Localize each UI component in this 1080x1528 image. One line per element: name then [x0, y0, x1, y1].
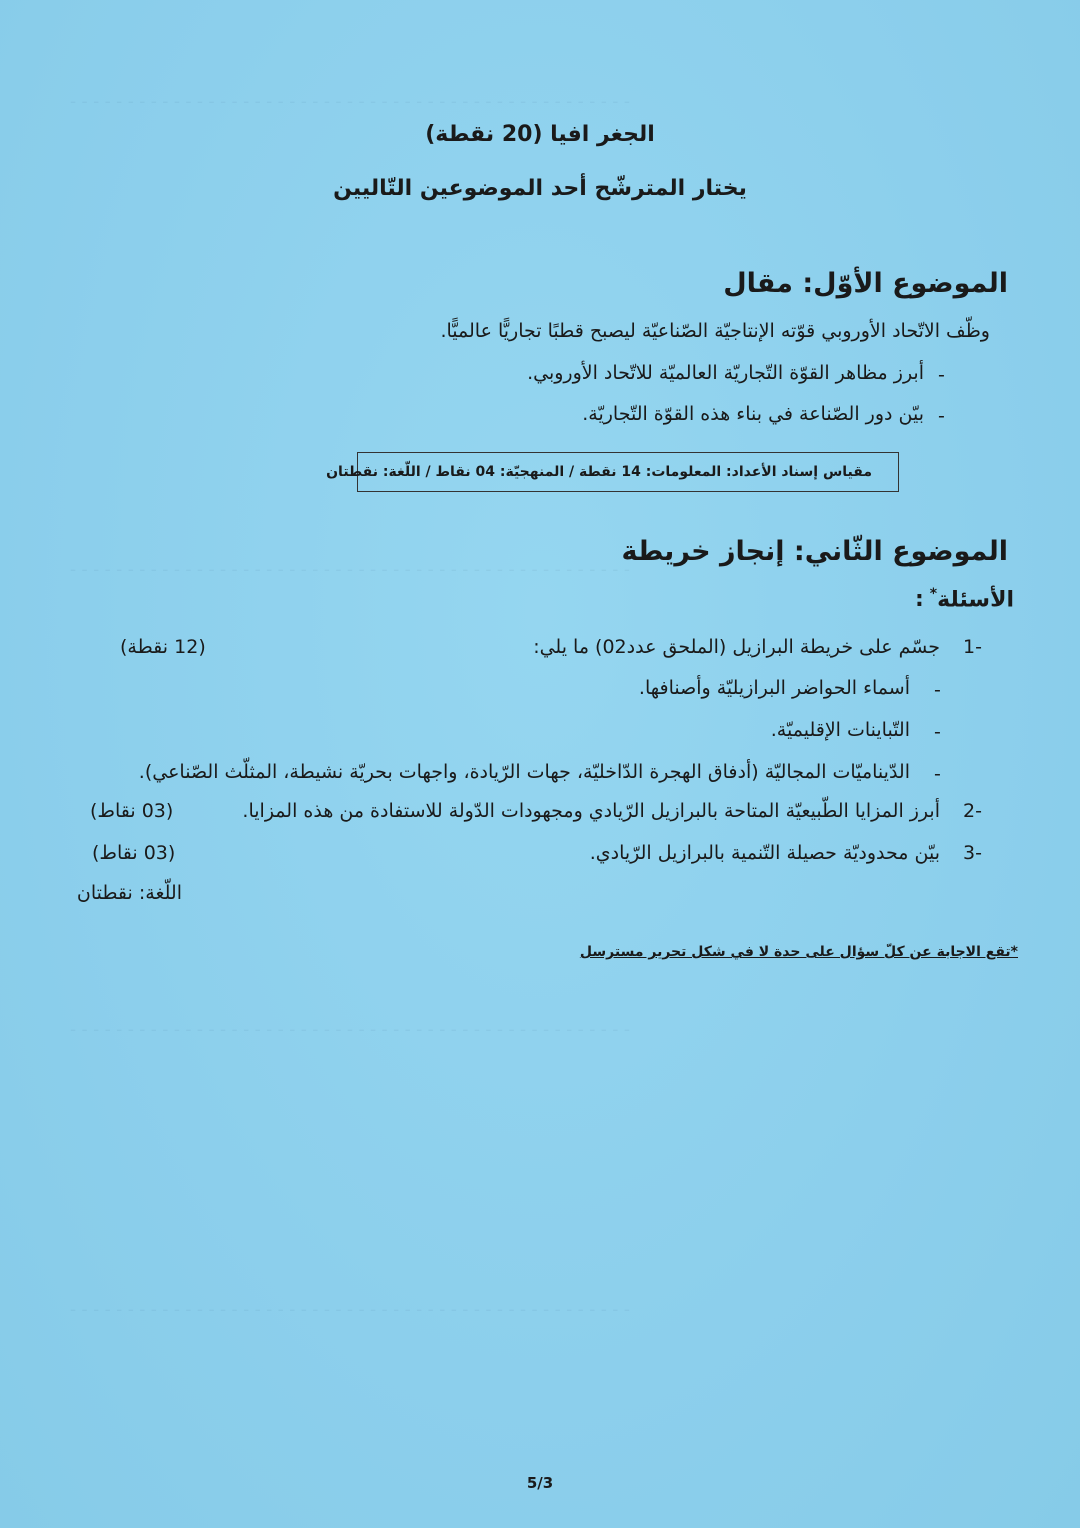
list-dash: - [934, 679, 941, 701]
questions-label [915, 586, 1014, 612]
q1-number: -1 [963, 636, 982, 658]
q3-points: (03 نقاط) [92, 842, 176, 864]
q1-sub-item-3: الدّيناميّات المجاليّة (أدفاق الهجرة الدّاخليّة، جهات الرّيادة، واجهات بحريّة نشيطة، المثلّث الصّناعي). [138, 761, 910, 783]
q1-text: جسّم على خريطة البرازيل (الملحق عدد02) ما يلي: [533, 636, 940, 658]
q2-text: أبرز المزايا الطّبيعيّة المتاحة بالبرازيل الرّيادي ومجهودات الدّولة للاستفادة من هذه المزايا. [242, 800, 940, 822]
list-dash: - [938, 364, 945, 386]
q3-text: بيّن محدوديّة حصيلة التّنمية بالبرازيل الرّيادي. [589, 842, 940, 864]
list-dash: - [934, 721, 941, 743]
bleed-through-text: - - - - - - - - - - - - - - - - - - - - - - - - - - - - - - - - - - - - - - - - - - - - - - - - - [70, 92, 630, 112]
q1-points: (12 نقطة) [120, 636, 206, 658]
subject-title: الجغر افيا (20 نقطة) [425, 122, 655, 147]
topic1-item-2: بيّن دور الصّناعة في بناء هذه القوّة التّجاريّة. [582, 403, 924, 425]
questions-asterisk: * [929, 586, 938, 602]
topic1-heading: الموضوع الأوّل: مقال [723, 268, 1008, 299]
topic1-intro: وظّف الاتّحاد الأوروبي قوّته الإنتاجيّة الصّناعيّة ليصبح قطبًا تجاريًّا عالميًّا. [440, 320, 990, 342]
q1-sub-item-1: أسماء الحواضر البرازيليّة وأصنافها. [638, 677, 910, 699]
q1-sub-item-2: التّباينات الإقليميّة. [770, 719, 910, 741]
topic1-item-1: أبرز مظاهر القوّة التّجاريّة العالميّة للاتّحاد الأوروبي. [527, 362, 924, 384]
language-points: اللّغة: نقطتان [76, 882, 182, 904]
q3-number: -3 [963, 842, 982, 864]
questions-label-text: الأسئلة [937, 587, 1014, 613]
list-dash: - [938, 405, 945, 427]
bleed-through-text: - - - - - - - - - - - - - - - - - - - - - - - - - - - - - - - - - - - - - - - - - - - - - - - - - [70, 560, 630, 580]
topic2-heading: الموضوع الثّاني: إنجاز خريطة [621, 536, 1008, 567]
bleed-through-text: - - - - - - - - - - - - - - - - - - - - - - - - - - - - - - - - - - - - - - - - - - - - - - - - - [70, 1020, 630, 1040]
grading-scale-box: مقياس إسناد الأعداد: المعلومات: 14 نقطة / المنهجيّة: 04 نقاط / اللّغة: نقطتان [357, 452, 899, 492]
page-number: 5/3 [526, 1474, 554, 1492]
bleed-through-text: - - - - - - - - - - - - - - - - - - - - - - - - - - - - - - - - - - - - - - - - - - - - - - - - - [70, 1300, 630, 1320]
q2-number: -2 [963, 800, 982, 822]
footnote: *تقع الاجابة عن كلّ سؤال على حدة لا في شكل تحرير مسترسل [579, 944, 1018, 960]
instruction-line: يختار المترشّح أحد الموضوعين التّاليين [333, 176, 747, 201]
questions-colon: : [914, 587, 924, 613]
q2-points: (03 نقاط) [90, 800, 174, 822]
list-dash: - [934, 763, 941, 785]
